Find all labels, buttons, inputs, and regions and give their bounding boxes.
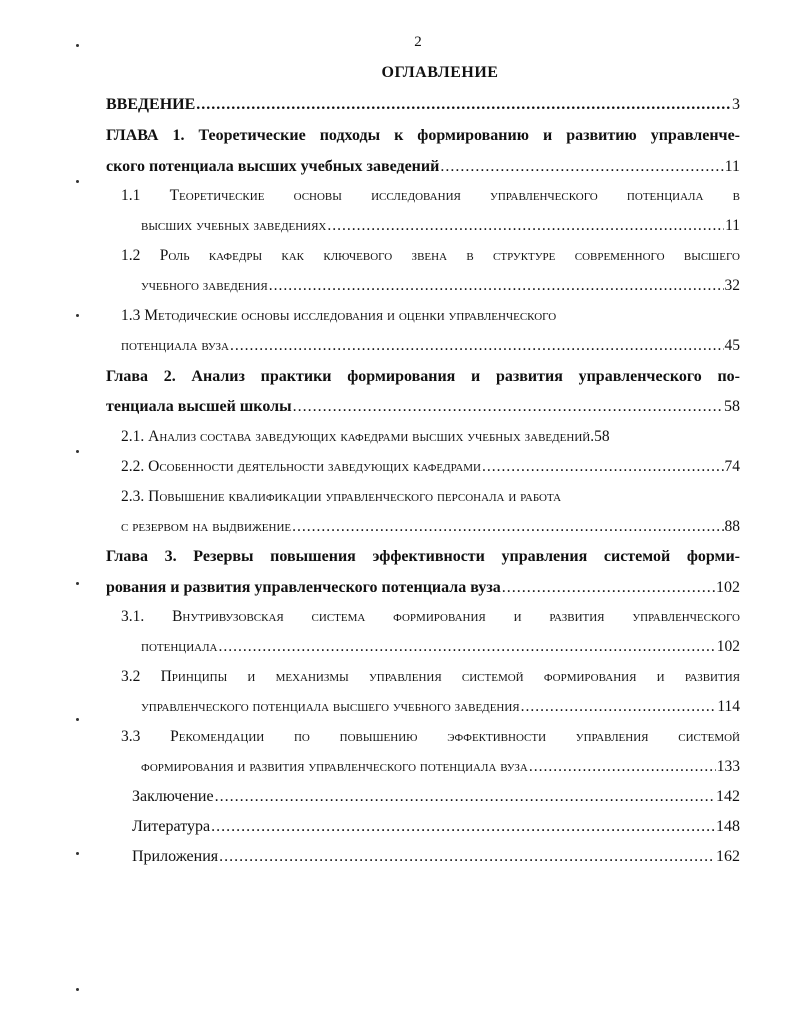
entry-text: ского потенциала высших учебных заведений xyxy=(106,158,440,175)
toc-chapter-2-line2 xyxy=(106,397,740,417)
entry-page: 148 xyxy=(716,818,740,835)
entry-page: 133 xyxy=(716,758,740,775)
margin-speck xyxy=(76,718,79,721)
dot-leader xyxy=(529,757,716,777)
dot-leader xyxy=(215,787,715,807)
toc-section-3-2-line1: 3.2 Принципы и механизмы управления системой формирования и развития xyxy=(121,668,740,685)
entry-text: Литература xyxy=(132,818,211,835)
entry-page: 114 xyxy=(717,698,740,715)
entry-page: 58 xyxy=(724,398,740,415)
entry-text: рования и развития управленческого потенциала вуза xyxy=(106,579,501,596)
margin-speck xyxy=(76,180,79,183)
dot-leader xyxy=(219,637,716,657)
entry-page: 162 xyxy=(716,848,740,865)
toc-section-1-2-line2 xyxy=(141,276,740,296)
entry-text: 2.2. Особенности деятельности заведующих кафедрами xyxy=(121,458,481,475)
entry-page: 102 xyxy=(716,579,740,596)
dot-leader xyxy=(502,578,715,598)
margin-speck xyxy=(76,852,79,855)
entry-text: Заключение xyxy=(132,788,214,805)
entry-page: 74 xyxy=(724,458,740,475)
page-number: 2 xyxy=(414,34,422,50)
entry-text: управленческого потенциала высшего учебного заведения xyxy=(141,698,520,715)
toc-chapter-2-line1: Глава 2. Анализ практики формирования и развития управленческого по- xyxy=(106,368,740,385)
entry-text: с резервом на выдвижение xyxy=(121,518,292,535)
dot-leader xyxy=(440,157,723,177)
toc-section-2-3-line2 xyxy=(121,517,740,537)
entry-text: учебного заведения xyxy=(141,277,268,294)
toc-chapter-1-line1: ГЛАВА 1. Теоретические подходы к формированию и развитию управленче- xyxy=(106,127,740,144)
toc-section-2-2 xyxy=(121,457,740,477)
entry-page: 32 xyxy=(724,277,740,294)
entry-text: высших учебных заведениях xyxy=(141,217,327,234)
entry-page: 88 xyxy=(724,518,740,535)
toc-entry-conclusion xyxy=(132,787,740,807)
entry-page: 11 xyxy=(724,158,740,175)
entry-page: 11 xyxy=(725,217,740,234)
entry-page: 142 xyxy=(716,788,740,805)
toc-section-3-2-line2 xyxy=(141,697,740,717)
margin-speck xyxy=(76,582,79,585)
toc-section-3-1-line1: 3.1. Внутривузовская система формирования и развития управленческого xyxy=(121,608,740,625)
toc-section-1-1-line2 xyxy=(141,216,740,236)
toc-entry-appendices xyxy=(132,847,740,867)
entry-page: 102 xyxy=(716,638,740,655)
toc-entry-intro xyxy=(106,95,740,115)
entry-text: потенциала вуза xyxy=(121,337,229,354)
toc-chapter-3-line1: Глава 3. Резервы повышения эффективности управления системой форми- xyxy=(106,548,740,565)
entry-page: 45 xyxy=(724,337,740,354)
toc-section-1-1-line1: 1.1 Теоретические основы исследования управленческого потенциала в xyxy=(121,187,740,204)
dot-leader xyxy=(269,276,724,296)
toc-section-1-3-line2 xyxy=(121,336,740,356)
toc-section-3-3-line2 xyxy=(141,757,740,777)
entry-text: Приложения xyxy=(132,848,219,865)
entry-text: 2.1. Анализ состава заведующих кафедрами высших учебных заведений. xyxy=(121,428,595,445)
margin-speck xyxy=(76,314,79,317)
dot-leader xyxy=(219,847,715,867)
entry-page: 3 xyxy=(732,96,740,113)
dot-leader xyxy=(327,216,724,236)
toc-section-3-1-line2 xyxy=(141,637,740,657)
dot-leader xyxy=(482,457,724,477)
dot-leader xyxy=(521,697,717,717)
toc-entry-literature xyxy=(132,817,740,837)
margin-speck xyxy=(76,450,79,453)
margin-speck xyxy=(76,988,79,991)
dot-leader xyxy=(196,95,731,115)
dot-leader xyxy=(230,336,724,356)
entry-text: ВВЕДЕНИЕ xyxy=(106,96,196,113)
entry-page: 58 xyxy=(594,428,610,445)
toc-section-1-3-line1: 1.3 Методические основы исследования и оценки управленческого xyxy=(121,307,557,324)
toc-section-3-3-line1: 3.3 Рекомендации по повышению эффективности управления системой xyxy=(121,728,740,745)
dot-leader xyxy=(293,397,723,417)
toc-chapter-3-line2 xyxy=(106,578,740,598)
toc-section-1-2-line1: 1.2 Роль кафедры как ключевого звена в структуре современного высшего xyxy=(121,247,740,264)
toc-chapter-1-line2 xyxy=(106,157,740,177)
toc-title: ОГЛАВЛЕНИЕ xyxy=(381,64,499,81)
dot-leader xyxy=(211,817,715,837)
entry-text: тенциала высшей школы xyxy=(106,398,292,415)
dot-leader xyxy=(292,517,723,537)
entry-text: формирования и развития управленческого потенциала вуза xyxy=(141,758,528,775)
entry-text: потенциала xyxy=(141,638,218,655)
toc-section-2-1 xyxy=(121,427,610,447)
toc-section-2-3-line1: 2.3. Повышение квалификации управленческого персонала и работа xyxy=(121,488,562,505)
